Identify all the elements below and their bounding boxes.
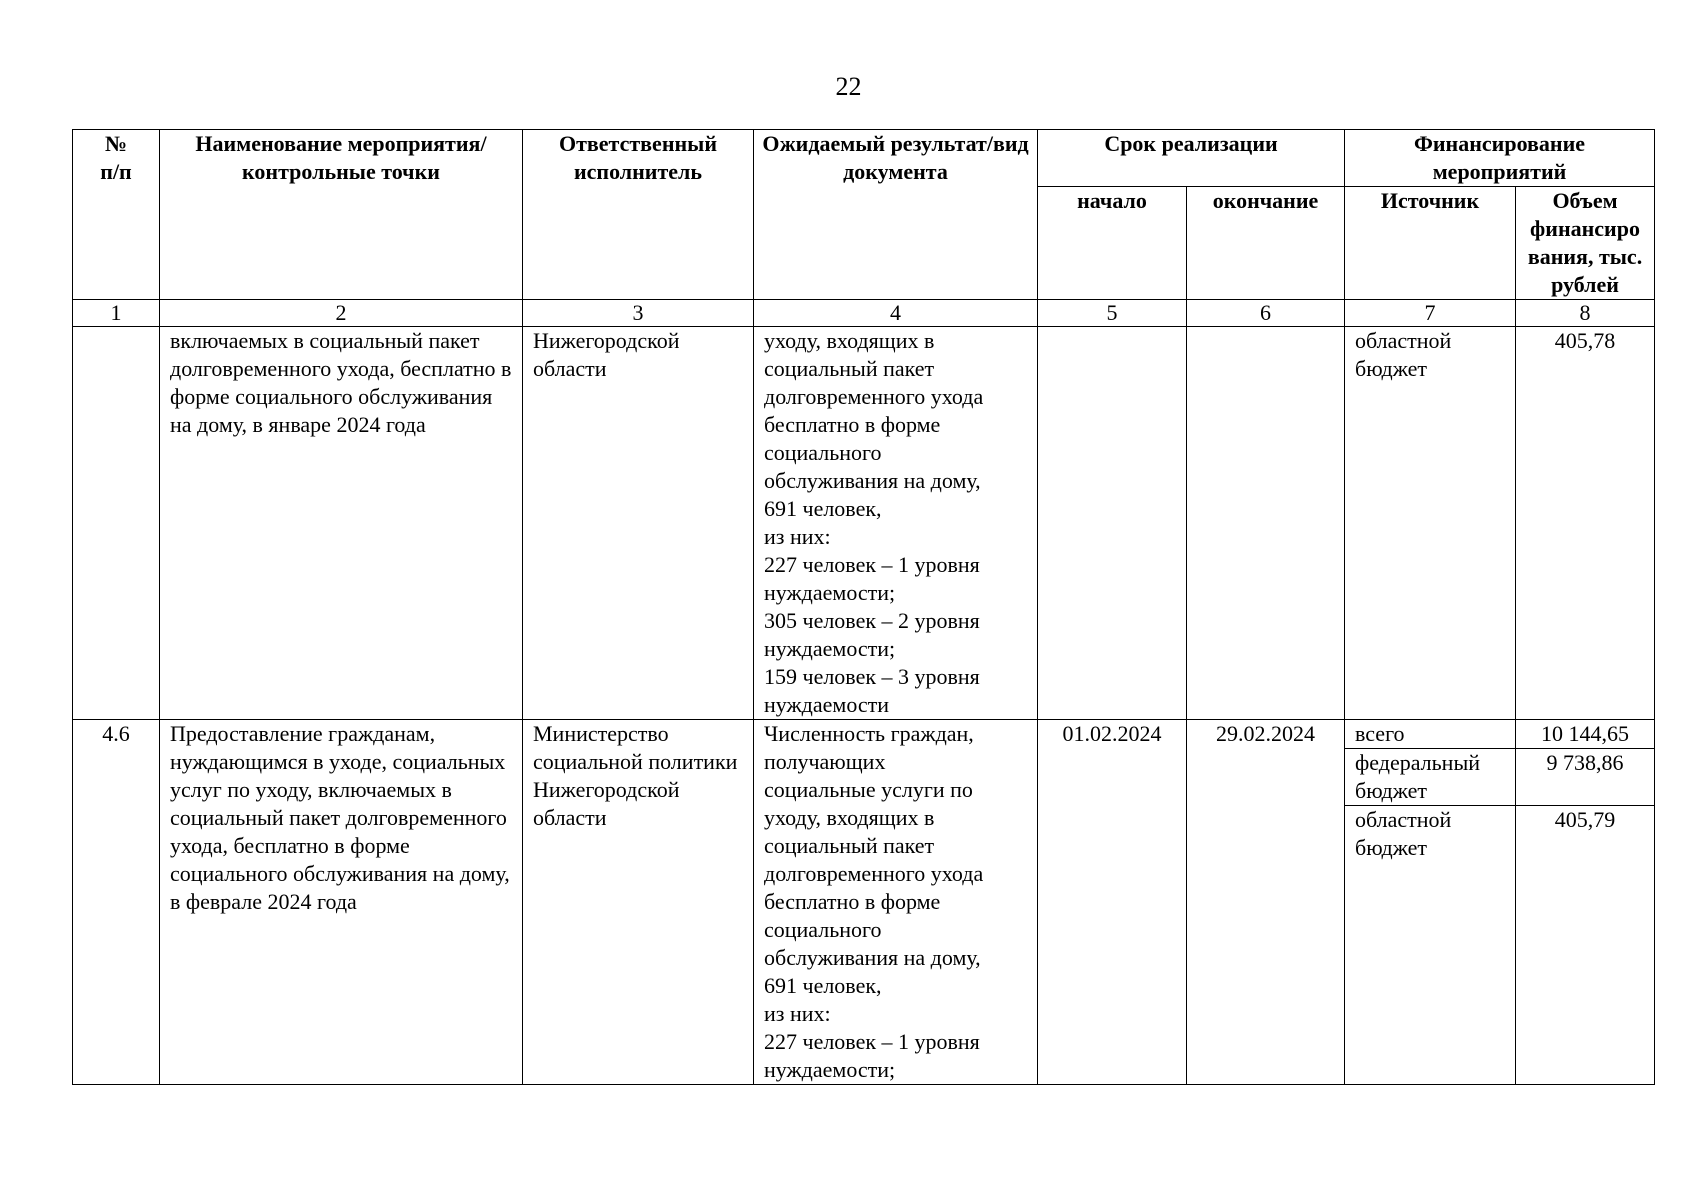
result-line: бесплатно в форме bbox=[764, 412, 941, 437]
result-line: 227 человек – 1 уровня bbox=[764, 552, 980, 577]
result-line: из них: bbox=[764, 524, 831, 549]
row-result bbox=[754, 720, 1038, 1085]
result-line: социального bbox=[764, 440, 882, 465]
header-num: № п/п bbox=[73, 130, 160, 300]
row-source: федеральный бюджет bbox=[1345, 749, 1516, 806]
result-line: нуждаемости bbox=[764, 692, 890, 717]
column-number: 1 bbox=[73, 300, 160, 327]
result-line: социальный пакет bbox=[764, 356, 935, 381]
row-start: 01.02.2024 bbox=[1038, 720, 1187, 1085]
header-result: Ожидаемый результат/вид документа bbox=[754, 130, 1038, 300]
result-line: 159 человек – 3 уровня bbox=[764, 664, 980, 689]
column-number: 7 bbox=[1345, 300, 1516, 327]
row-responsible: Нижегородской области bbox=[523, 327, 754, 720]
result-line: 691 человек, bbox=[764, 496, 882, 521]
row-volume: 10 144,65 bbox=[1516, 720, 1655, 749]
row-volume: 405,78 bbox=[1516, 327, 1655, 720]
result-line: получающих bbox=[764, 749, 886, 774]
table-row bbox=[73, 720, 1655, 749]
result-line: из них: bbox=[764, 1001, 831, 1026]
row-start bbox=[1038, 327, 1187, 720]
table-row bbox=[73, 327, 1655, 720]
column-number-row bbox=[73, 300, 1655, 327]
row-source: областной бюджет bbox=[1345, 806, 1516, 1085]
row-source: областной бюджет bbox=[1345, 327, 1516, 720]
result-line: социальные услуги по bbox=[764, 777, 973, 802]
row-source: всего bbox=[1345, 720, 1516, 749]
column-number: 8 bbox=[1516, 300, 1655, 327]
header-responsible: Ответственный исполнитель bbox=[523, 130, 754, 300]
row-num bbox=[73, 327, 160, 720]
row-volume: 9 738,86 bbox=[1516, 749, 1655, 806]
row-name: Предоставление гражданам, нуждающимся в уходе, социальных услуг по уходу, включаемых в социальный пакет долговременного ухода, бесплатно в форме социального обслуживания на дому, в феврале 2024 года bbox=[160, 720, 523, 1085]
header-period: Срок реализации bbox=[1038, 130, 1345, 187]
row-result bbox=[754, 327, 1038, 720]
column-number: 5 bbox=[1038, 300, 1187, 327]
column-number: 6 bbox=[1187, 300, 1345, 327]
result-line: обслуживания на дому, bbox=[764, 945, 981, 970]
row-name: включаемых в социальный пакет долговременного ухода, бесплатно в форме социального обслуживания на дому, в январе 2024 года bbox=[160, 327, 523, 720]
result-line: бесплатно в форме bbox=[764, 889, 941, 914]
result-line: нуждаемости; bbox=[764, 580, 896, 605]
header-source: Источник bbox=[1345, 187, 1516, 300]
result-line: 305 человек – 2 уровня bbox=[764, 608, 980, 633]
result-line: нуждаемости; bbox=[764, 1057, 896, 1082]
result-line: долговременного ухода bbox=[764, 384, 984, 409]
column-number: 4 bbox=[754, 300, 1038, 327]
result-line: нуждаемости; bbox=[764, 636, 896, 661]
result-line: долговременного ухода bbox=[764, 861, 984, 886]
column-number: 2 bbox=[160, 300, 523, 327]
activities-table bbox=[72, 129, 1655, 1085]
page-number: 22 bbox=[835, 72, 862, 101]
row-responsible: Министерство социальной политики Нижегородской области bbox=[523, 720, 754, 1085]
result-line: уходу, входящих в bbox=[764, 328, 935, 353]
result-line: социальный пакет bbox=[764, 833, 935, 858]
result-line: обслуживания на дому, bbox=[764, 468, 981, 493]
row-end: 29.02.2024 bbox=[1187, 720, 1345, 1085]
result-line: социального bbox=[764, 917, 882, 942]
row-end bbox=[1187, 327, 1345, 720]
result-line: уходу, входящих в bbox=[764, 805, 935, 830]
header-end: окончание bbox=[1187, 187, 1345, 300]
header-financing: Финансирование мероприятий bbox=[1345, 130, 1655, 187]
row-num: 4.6 bbox=[73, 720, 160, 1085]
column-number: 3 bbox=[523, 300, 754, 327]
result-line: Численность граждан, bbox=[764, 721, 974, 746]
header-volume: Объем финансиро вания, тыс. рублей bbox=[1516, 187, 1655, 300]
row-volume: 405,79 bbox=[1516, 806, 1655, 1085]
result-line: 691 человек, bbox=[764, 973, 882, 998]
result-line: 227 человек – 1 уровня bbox=[764, 1029, 980, 1054]
header-start: начало bbox=[1038, 187, 1187, 300]
header-name: Наименование мероприятия/ контрольные точки bbox=[160, 130, 523, 300]
